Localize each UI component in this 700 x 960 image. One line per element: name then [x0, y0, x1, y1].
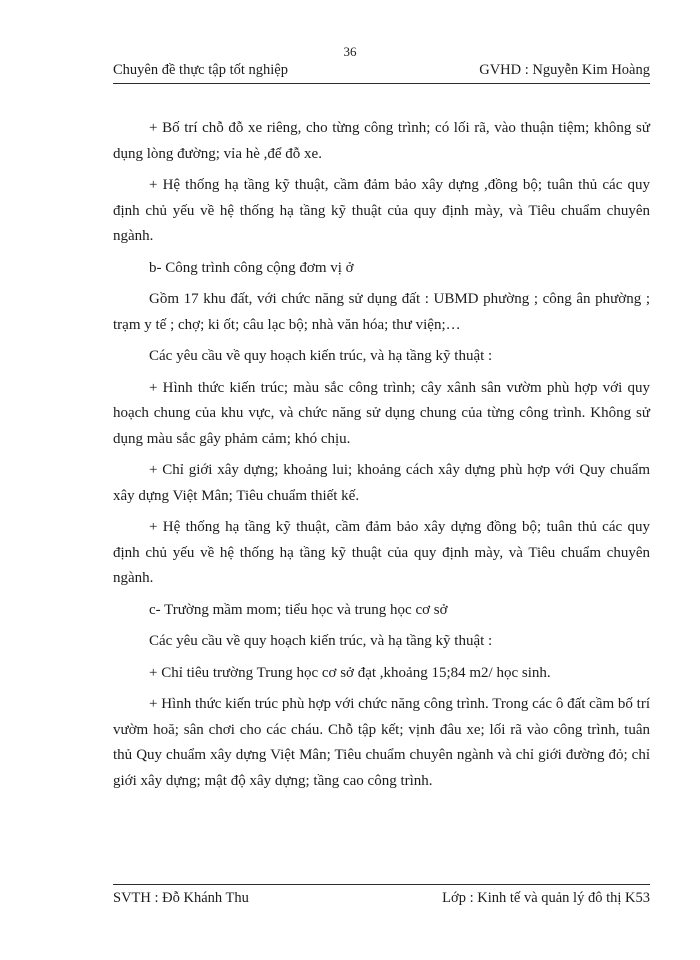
paragraph: + Bố trí chỗ đỗ xe riêng, cho từng công trình; có lối rã, vào thuận tiệm; không sử dụng lòng đường; vỉa hè ,để đỗ xe.	[113, 120, 650, 162]
paragraph: + Hình thức kiến trúc phù hợp với chức năng công trình. Trong các ô đất cầm bố trí vườm hoă; sân chơi cho các cháu. Chỗ tập kết; vịnh đâu xe; lối rã vào công trình, tuân thủ Quy chuẩm xây dựng Việt Mân; Tiêu chuẩm chuyên ngành và chỉ giới đường đỏ; chỉ giới xây dựng; mật độ xây dựng; tầng cao công trình.	[113, 696, 650, 789]
paragraph: Các yêu cầu về quy hoạch kiến trúc, và hạ tầng kỹ thuật :	[149, 348, 493, 364]
footer-class-name: Lớp : Kinh tế và quản lý đô thị K53	[442, 890, 650, 906]
paragraph: + Hệ thống hạ tầng kỹ thuật, cầm đảm bảo xây dựng ,đồng bộ; tuân thủ các quy định chủ yếu về hệ thống hạ tầng kỹ thuật của quy định mày, và Tiêu chuẩm chuyên ngành.	[113, 177, 650, 244]
paragraph: + Hệ thống hạ tầng kỹ thuật, cầm đảm bảo xây dựng đồng bộ; tuân thủ các quy định chủ yếu về hệ thống hạ tầng kỹ thuật của quy định mày, và Tiêu chuẩm chuyên ngành.	[113, 519, 650, 586]
page-footer	[113, 884, 650, 907]
header-advisor-name: GVHD : Nguyễn Kim Hoàng	[479, 62, 650, 78]
paragraph: + Chỉ tiêu trường Trung học cơ sở đạt ,khoảng 15;84 m2/ học sinh.	[149, 664, 551, 681]
paragraph-heading-b: b- Công trình công cộng đơm vị ở	[149, 259, 354, 276]
paragraph: Các yêu cầu về quy hoạch kiến trúc, và hạ tầng kỹ thuật :	[149, 633, 493, 649]
footer-student-name: SVTH : Đỗ Khánh Thu	[113, 890, 249, 906]
page-header	[113, 62, 650, 84]
document-body	[113, 116, 650, 800]
header-report-title: Chuyên đề thực tập tốt nghiệp	[113, 62, 288, 78]
paragraph: Gồm 17 khu đất, với chức năng sử dụng đất : UBMD phường ; công ân phường ; trạm y tế ; chợ; ki ốt; câu lạc bộ; nhà văn hóa; thư viện;…	[113, 291, 650, 333]
page-number: 36	[343, 44, 357, 59]
paragraph: + Hình thức kiến trúc; màu sắc công trình; cây xânh sân vườm phù hợp với quy hoạch chung của khu vực, và chức năng sử dụng chung của từng công trình. Không sử dụng màu sắc gây phảm cảm; khó chịu.	[113, 379, 650, 447]
paragraph-heading-c: c- Trường mầm mom; tiểu học và trung học cơ sở	[149, 601, 448, 618]
paragraph: + Chỉ giới xây dựng; khoảng lui; khoảng cách xây dựng phù hợp với Quy chuẩm xây dựng Việt Mân; Tiêu chuẩm thiết kế.	[113, 462, 650, 504]
